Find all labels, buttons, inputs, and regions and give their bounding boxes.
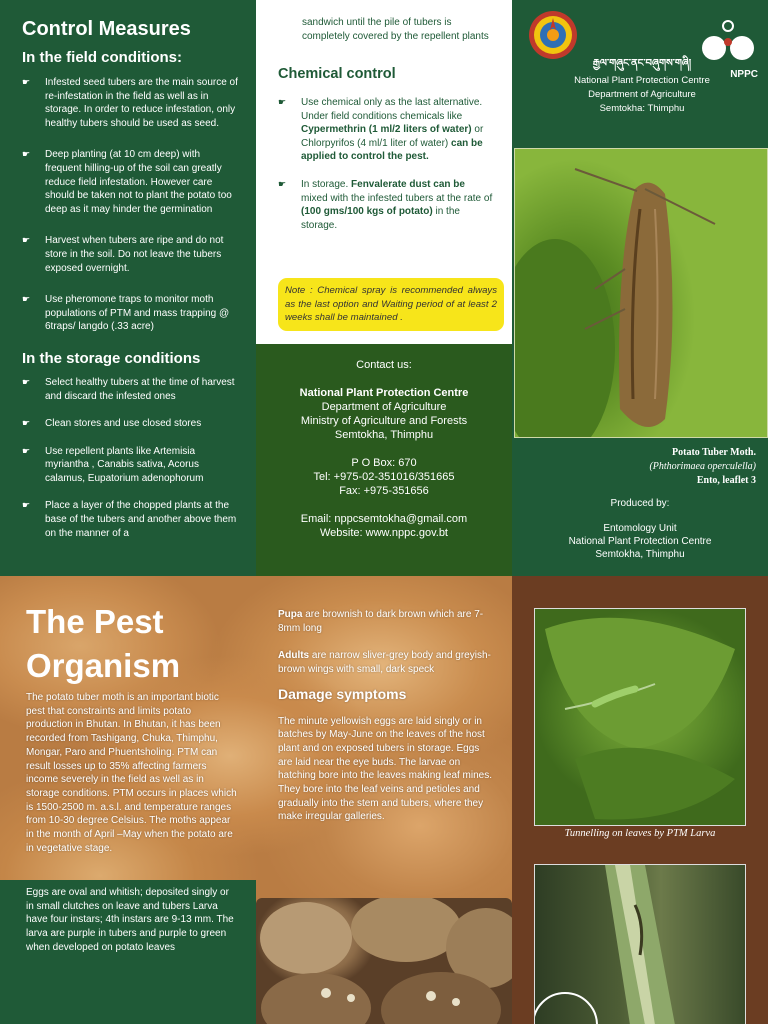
contact-dept: Department of Agriculture xyxy=(321,401,447,413)
contact-panel xyxy=(256,344,512,576)
hand-pointing-icon: ☛ xyxy=(22,376,31,387)
sandwich-continuation: sandwich until the pile of tubers is completely covered by the repellent plants xyxy=(302,17,489,42)
contact-website[interactable]: Website: www.nppc.gov.bt xyxy=(320,527,448,539)
pest-title-line1: The Pest xyxy=(26,603,164,640)
list-item: ☛ Select healthy tubers at the time of harvest and discard the infested ones xyxy=(22,376,235,402)
adults-text: Adults are narrow sliver-grey body and greyish-brown wings with small, dark speck xyxy=(278,650,491,676)
leaf-larva-illustration xyxy=(535,609,746,826)
damage-symptoms-text: The minute yellowish eggs are laid singly or in batches by May-June on the leaves of the host plant and on exposed tubers in storage. Eggs are laid near the eye buds. The larvae on hatching bore into the leaves making leaf mines. They bore into the leaf veins and petioles and gradually into the stem and tubers, where they make irregular galleries. xyxy=(278,715,493,823)
bhutan-emblem-logo xyxy=(528,10,578,60)
moth-caption-leaflet: Ento, leaflet 3 xyxy=(696,475,756,486)
field-conditions-list xyxy=(22,76,238,334)
pest-title-line2: Organism xyxy=(26,647,181,684)
hand-pointing-icon: ☛ xyxy=(22,294,31,305)
hand-pointing-icon: ☛ xyxy=(22,445,31,456)
tubers-illustration xyxy=(256,898,512,1024)
control-measures-title: Control Measures xyxy=(22,18,191,40)
storage-conditions-list xyxy=(22,376,238,540)
moth-illustration xyxy=(515,149,768,438)
chemical-control-panel xyxy=(256,0,512,344)
hand-pointing-icon: ☛ xyxy=(22,418,31,429)
chemical-note-box xyxy=(278,278,504,331)
tunnelling-leaves-photo xyxy=(534,608,746,826)
contact-tel: Tel: +975-02-351016/351665 xyxy=(313,471,455,483)
infested-tubers-photo xyxy=(256,898,512,1024)
hand-pointing-icon: ☛ xyxy=(278,97,287,107)
cover-panel xyxy=(512,0,768,576)
pest-title xyxy=(26,600,246,688)
stem-illustration xyxy=(535,865,746,1024)
storage-conditions-heading: In the storage conditions xyxy=(22,349,201,367)
stem-damage-photo xyxy=(534,864,746,1024)
control-measures-panel xyxy=(0,0,256,576)
cover-org-block xyxy=(552,74,732,116)
hand-pointing-icon: ☛ xyxy=(22,149,31,160)
potato-tuber-moth-photo xyxy=(514,148,768,438)
chemical-note: Note : Chemical spray is recommended always as the last option and Waiting period of at least 2 weeks shall be maintained . xyxy=(285,285,497,323)
contact-po-box: P O Box: 670 xyxy=(351,457,417,469)
eggs-larva-text: Eggs are oval and whitish; deposited singly or in small clutches on leave and tubers Larva have four instars; 4th instars are 9-13 mm. The larva are purple in tubers and purple to green when developed on potato leaves xyxy=(26,887,234,953)
nppc-label: NPPC xyxy=(730,69,758,80)
contact-fax: Fax: +975-351656 xyxy=(339,485,429,497)
hand-pointing-icon: ☛ xyxy=(22,77,31,87)
list-item: ☛ In storage. Fenvalerate dust can be mixed with the infested tubers at the rate of (100 gms/100 kgs of potato) in the storage. xyxy=(278,178,493,231)
produced-by-block xyxy=(512,497,768,561)
contact-place: Semtokha, Thimphu xyxy=(334,429,434,441)
contact-heading: Contact us: xyxy=(356,359,412,371)
tunnelling-caption: Tunnelling on leaves by PTM Larva xyxy=(564,828,716,839)
contact-email[interactable]: Email: nppcsemtokha@gmail.com xyxy=(300,513,468,525)
cover-place: Semtokha: Thimphu xyxy=(599,103,685,114)
damage-photos-panel xyxy=(512,576,768,1024)
list-item: ☛ Place a layer of the chopped plants at the base of the tubers and another above them on the manner of a xyxy=(22,500,237,539)
list-item: ☛ Clean stores and use closed stores xyxy=(22,418,202,430)
list-item: ☛ Use pheromone traps to monitor moth populations of PTM and mass trapping @ 6traps/ langdo (.33 acre) xyxy=(22,294,230,333)
list-item: ☛ Harvest when tubers are ripe and do not store in the soil. Do not leave the tubers exposed overnight. xyxy=(22,235,224,274)
list-item: ☛ Use chemical only as the last alternative. Under field conditions chemicals like Cypermethrin (1 ml/2 liters of water) or Chlorpyrifos (4 ml/1 liter of water) can be applied to control the pest. xyxy=(278,97,484,163)
hand-pointing-icon: ☛ xyxy=(22,500,31,511)
contact-org: National Plant Protection Centre xyxy=(299,387,469,399)
hand-pointing-icon: ☛ xyxy=(278,178,287,189)
list-item: ☛ Deep planting (at 10 cm deep) with frequent hilling-up of the soil can greatly reduce field infestation. However care should be taken not to plant the potato too deep as it may hinder the germination xyxy=(22,149,232,215)
field-conditions-heading: In the field conditions: xyxy=(22,49,182,66)
produced-unit: Entomology Unit xyxy=(603,523,677,534)
list-item: ☛ Use repellent plants like Artemisia myriantha , Canabis sativa, Acorus calamus, Eupatorium adenophorum xyxy=(22,445,204,484)
pest-right-column xyxy=(278,608,492,824)
moth-caption xyxy=(512,446,756,488)
chemical-control-list xyxy=(278,96,494,232)
hand-pointing-icon: ☛ xyxy=(22,235,31,246)
pupa-text: Pupa are brownish to dark brown which are 7-8mm long xyxy=(278,609,484,634)
moth-caption-title: Potato Tuber Moth. xyxy=(672,447,756,458)
produced-by-label: Produced by: xyxy=(610,498,670,509)
pest-intro: The potato tuber moth is an important biotic pest that constraints and limits potato production in Bhutan. In Bhutan, it has been recorded from Tashigang, Chuka, Thimphu, Mongar, Paro and Phuentsholing. PTM can result losses up to 35% affecting farmers income severely in the field as well as in storage conditions. PTM occurs in places which is 1500-2500 m. a.s.l. and temperature ranges from 10-30 degree Celsius. The moths appear in the month of April –May when the potato are in vegetative stage. xyxy=(26,692,237,854)
moth-caption-scientific: (Phthorimaea operculella) xyxy=(649,461,756,472)
cover-dept: Department of Agriculture xyxy=(588,89,696,100)
cover-org: National Plant Protection Centre xyxy=(574,75,710,86)
eggs-larva-panel xyxy=(0,880,256,1024)
dzongkha-name: རྒྱལ་གཞུང་ནང་བཞུགས་གཞི། xyxy=(592,58,692,69)
damage-symptoms-heading: Damage symptoms xyxy=(278,685,407,702)
chemical-control-heading: Chemical control xyxy=(278,66,396,82)
contact-ministry: Ministry of Agriculture and Forests xyxy=(300,415,468,427)
produced-place: Semtokha, Thimphu xyxy=(595,549,685,560)
list-item: ☛ Infested seed tubers are the main source of re-infestation in the field as well as in storage. In order to reduce infestation, only healthy tubers should be used as seed. xyxy=(22,77,238,129)
produced-org: National Plant Protection Centre xyxy=(568,536,712,547)
